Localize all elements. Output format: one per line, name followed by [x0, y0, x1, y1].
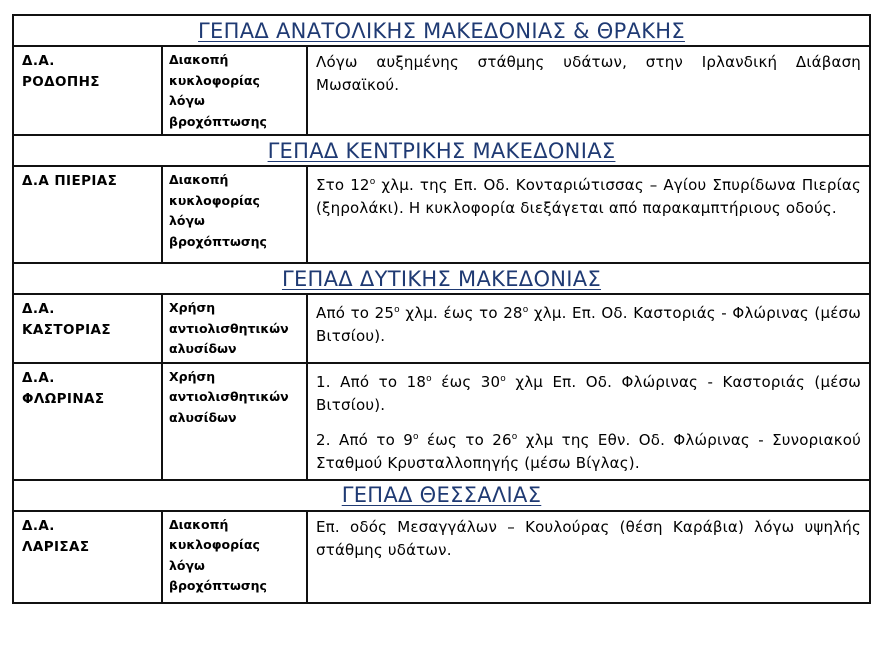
department-label: Δ.Α. [22, 517, 55, 534]
description-cell [307, 46, 870, 135]
description-cell [307, 363, 870, 480]
action-cell [162, 511, 307, 603]
department-label: Δ.Α. [22, 301, 55, 317]
description-text: Από το $25^o$ χλμ. έως το $28^o$ χλμ. Επ. Οδ. Καστοριάς - Φλώρινας (μέσω Βιτσίου). [316, 304, 861, 345]
action-text: Διακοπή κυκλοφορίας λόγω βροχόπτωσης [169, 516, 267, 593]
region-title-cell [13, 480, 870, 511]
department-cell [13, 46, 162, 135]
action-cell [162, 363, 307, 480]
action-cell [162, 294, 307, 363]
description-text: Επ. οδός Μεσαγγάλων – Κουλούρας (θέση Καράβια) λόγω υψηλής στάθμης υδάτων. [316, 517, 861, 559]
action-text: Διακοπή κυκλοφορίας λόγω βροχόπτωσης [169, 172, 267, 249]
action-text: Χρήση αντιολισθητικών αλυσίδων [169, 300, 289, 356]
region-title-cell [13, 263, 870, 294]
region-header-row [13, 135, 870, 166]
table-row [13, 363, 870, 480]
region-title: ΓΕΠΑΔ ΚΕΝΤΡΙΚΗΣ ΜΑΚΕΔΟΝΙΑΣ [267, 138, 616, 163]
description-cell [307, 166, 870, 263]
department-label: Δ.Α. [22, 369, 55, 386]
department-cell [13, 511, 162, 603]
action-cell [162, 166, 307, 263]
description-text: Στο $12^o$ χλμ. της Επ. Οδ. Κονταριώτισσας – Αγίου Σπυρίδωνα Πιερίας (ξηρολάκι). Η κυκλοφορία διεξάγεται από παρακαμπτήριους οδούς. [316, 176, 861, 217]
department-name: ΛΑΡΙΣΑΣ [22, 538, 90, 555]
region-title-cell [13, 15, 870, 46]
table-row [13, 166, 870, 263]
road-closures-table [12, 14, 871, 604]
table-row [13, 294, 870, 363]
table-row [13, 511, 870, 603]
description-cell [307, 511, 870, 603]
region-title: ΓΕΠΑΔ ΘΕΣΣΑΛΙΑΣ [341, 483, 542, 507]
table-row [13, 46, 870, 135]
action-cell [162, 46, 307, 135]
action-text: Διακοπή κυκλοφορίας λόγω βροχόπτωσης [169, 52, 267, 129]
region-header-row [13, 480, 870, 511]
department-name: ΚΑΣΤΟΡΙΑΣ [22, 322, 112, 338]
description-text: 2. Από το $9^o$ έως το $26^o$ χλμ της Εθν. Οδ. Φλώρινας - Συνοριακού Σταθμού Κρυσταλλοπηγής (μέσω Βίγλας). [316, 430, 861, 472]
description-text: 1. Από το $18^o$ έως $30^o$ χλμ Επ. Οδ. Φλώρινας - Καστοριάς (μέσω Βιτσίου). [316, 372, 861, 414]
region-header-row [13, 15, 870, 46]
department-name: ΡΟΔΟΠΗΣ [22, 74, 100, 90]
department-cell [13, 363, 162, 480]
department-label: Δ.Α ΠΙΕΡΙΑΣ [22, 173, 118, 189]
department-cell [13, 294, 162, 363]
department-label: Δ.Α. [22, 53, 55, 69]
region-title: ΓΕΠΑΔ ΔΥΤΙΚΗΣ ΜΑΚΕΔΟΝΙΑΣ [281, 266, 602, 291]
region-title: ΓΕΠΑΔ ΑΝΑΤΟΛΙΚΗΣ ΜΑΚΕΔΟΝΙΑΣ & ΘΡΑΚΗΣ [198, 18, 685, 43]
department-cell [13, 166, 162, 263]
region-header-row [13, 263, 870, 294]
action-text: Χρήση αντιολισθητικών αλυσίδων [169, 368, 289, 425]
department-name: ΦΛΩΡΙΝΑΣ [22, 390, 105, 407]
region-title-cell [13, 135, 870, 166]
description-text: Λόγω αυξημένης στάθμης υδάτων, στην Ιρλανδική Διάβαση Μωσαϊκού. [316, 53, 861, 94]
description-cell [307, 294, 870, 363]
